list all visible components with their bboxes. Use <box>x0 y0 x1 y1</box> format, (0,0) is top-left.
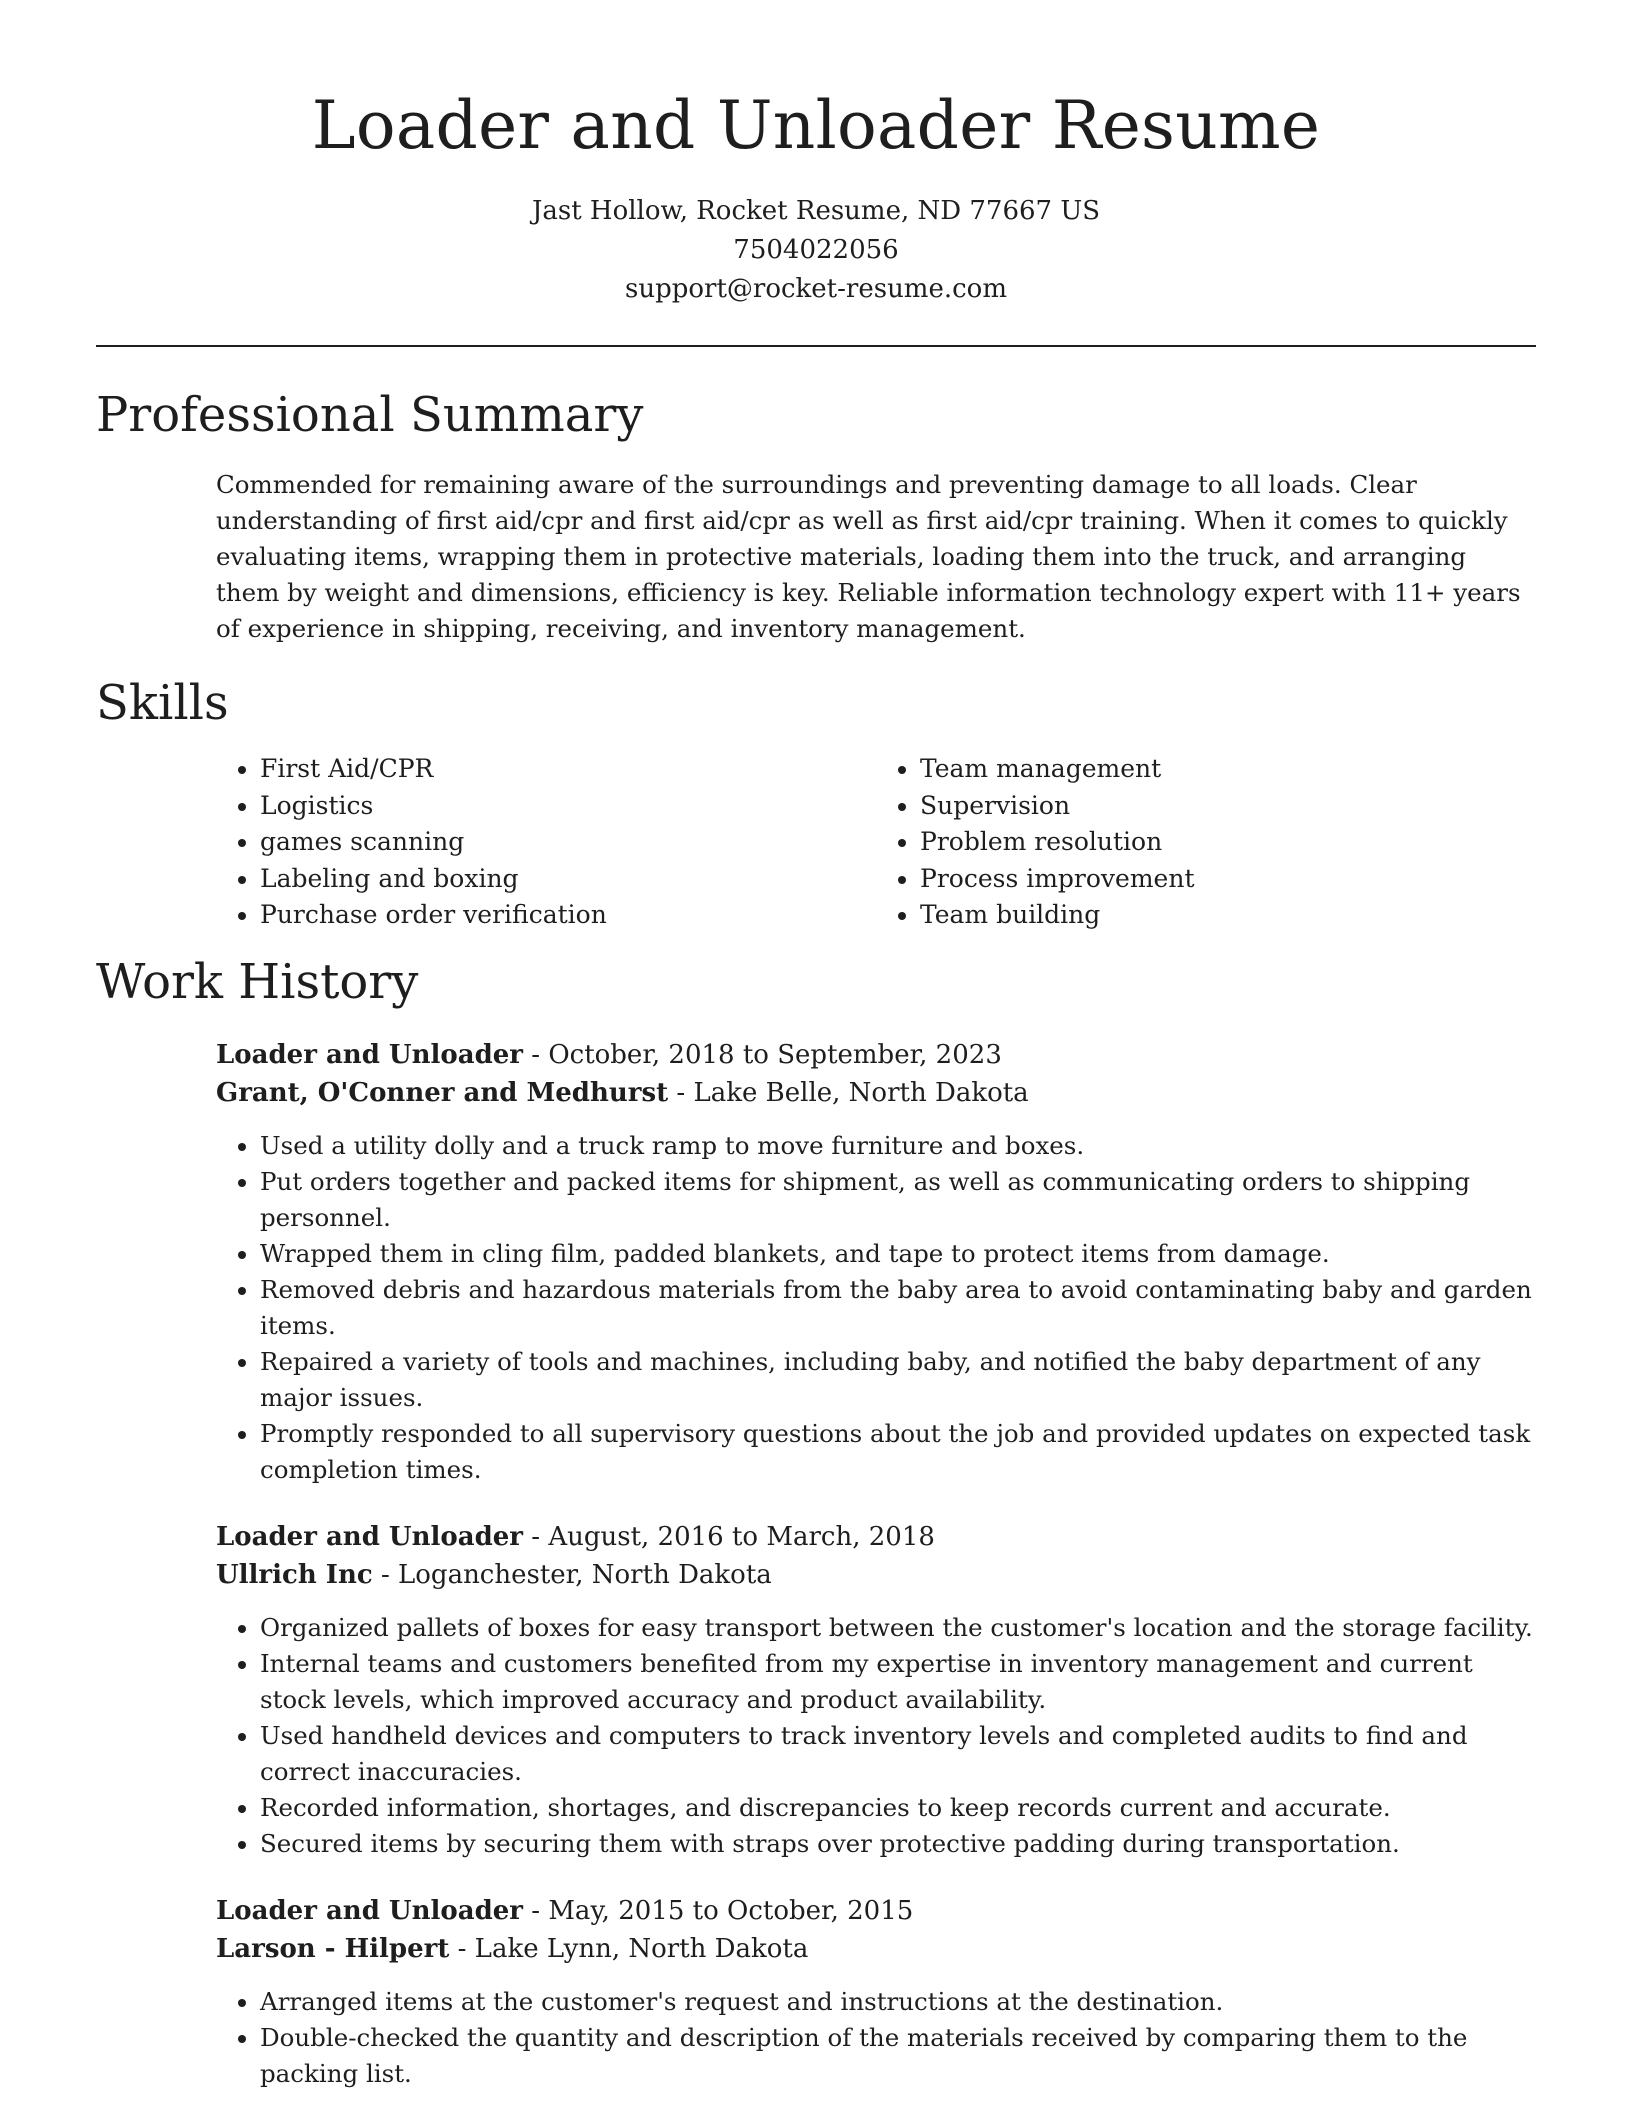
job-dates: - August, 2016 to March, 2018 <box>523 1521 935 1552</box>
job-title: Loader and Unloader <box>216 1039 523 1070</box>
contact-phone: 7504022056 <box>733 235 899 265</box>
job-bullet: • Used handheld devices and computers to track inventory levels and completed audits to find and correct inaccuracies. <box>260 1718 1536 1790</box>
job-location: - Lake Lynn, North Dakota <box>449 1933 809 1964</box>
skills-column-left <box>216 751 876 934</box>
summary-text: Commended for remaining aware of the surroundings and preventing damage to all loads. Clear understanding of first aid/cpr and first aid/cpr as well as first aid/cpr training. When it comes to quickly evaluating items, wrapping them in protective materials, loading them into the truck, and arranging them by weight and dimensions, efficiency is key. Reliable information technology expert with 11+ years of experience in shipping, receiving, and inventory management. <box>216 470 1521 643</box>
job-title-line <box>216 1892 1536 1930</box>
job-bullet: • Organized pallets of boxes for easy transport between the customer's location and the storage facility. <box>260 1610 1536 1646</box>
job-employer-line <box>216 1930 1536 1968</box>
resume-title: Loader and Unloader Resume <box>311 87 1321 164</box>
job-entry <box>216 1036 1536 1488</box>
job-bullet: • Double-checked the quantity and description of the materials received by comparing them to the packing list. <box>260 2020 1536 2092</box>
job-dates: - October, 2018 to September, 2023 <box>523 1039 1002 1070</box>
job-bullet: • Internal teams and customers benefited from my expertise in inventory management and current stock levels, which improved accuracy and product availability. <box>260 1646 1536 1718</box>
section-heading-summary: Professional Summary <box>96 387 644 443</box>
job-bullet: • Recorded information, shortages, and discrepancies to keep records current and accurate. <box>260 1790 1536 1826</box>
job-bullet: • Promptly responded to all supervisory questions about the job and provided updates on expected task completion times. <box>260 1416 1536 1488</box>
job-location: - Lake Belle, North Dakota <box>668 1077 1029 1108</box>
job-company: Larson - Hilpert <box>216 1933 450 1964</box>
skill-item: • Process improvement <box>920 861 1536 898</box>
job-bullet: • Put orders together and packed items for shipment, as well as communicating orders to shipping personnel. <box>260 1164 1536 1236</box>
job-company: Ullrich Inc <box>216 1559 373 1590</box>
skill-item: • Purchase order verification <box>260 897 876 934</box>
job-bullet-list <box>216 1610 1536 1862</box>
header-divider <box>96 345 1536 347</box>
job-company: Grant, O'Conner and Medhurst <box>216 1077 669 1108</box>
skill-item: • Problem resolution <box>920 824 1536 861</box>
job-title-line <box>216 1036 1536 1074</box>
job-entry <box>216 1892 1536 2092</box>
job-bullet: • Wrapped them in cling film, padded blankets, and tape to protect items from damage. <box>260 1236 1536 1272</box>
skill-item: • Labeling and boxing <box>260 861 876 898</box>
job-bullet-list <box>216 1984 1536 2092</box>
contact-email: support@rocket-resume.com <box>624 274 1007 304</box>
job-dates: - May, 2015 to October, 2015 <box>523 1895 914 1926</box>
skill-item: • games scanning <box>260 824 876 861</box>
contact-address: Jast Hollow, Rocket Resume, ND 77667 US <box>531 196 1101 226</box>
job-bullet: • Secured items by securing them with straps over protective padding during transportation. <box>260 1826 1536 1862</box>
skill-item: • Team building <box>920 897 1536 934</box>
job-bullet: • Removed debris and hazardous materials from the baby area to avoid contaminating baby and garden items. <box>260 1272 1536 1344</box>
resume-page <box>96 0 1536 2092</box>
section-heading-skills: Skills <box>96 675 229 731</box>
job-bullet-list <box>216 1128 1536 1488</box>
skill-item: • Logistics <box>260 788 876 825</box>
job-bullet: • Used a utility dolly and a truck ramp to move furniture and boxes. <box>260 1128 1536 1164</box>
job-title-line <box>216 1518 1536 1556</box>
contact-block <box>96 192 1536 309</box>
job-title: Loader and Unloader <box>216 1521 523 1552</box>
job-entry <box>216 1518 1536 1862</box>
skill-item: • First Aid/CPR <box>260 751 876 788</box>
section-heading-work-history: Work History <box>96 953 419 1010</box>
skill-item: • Team management <box>920 751 1536 788</box>
job-location: - Loganchester, North Dakota <box>372 1559 772 1590</box>
skill-item: • Supervision <box>920 788 1536 825</box>
job-bullet: • Arranged items at the customer's request and instructions at the destination. <box>260 1984 1536 2020</box>
job-employer-line <box>216 1556 1536 1594</box>
job-employer-line <box>216 1074 1536 1112</box>
job-title: Loader and Unloader <box>216 1895 523 1926</box>
job-bullet: • Repaired a variety of tools and machines, including baby, and notified the baby department of any major issues. <box>260 1344 1536 1416</box>
skills-column-right <box>876 751 1536 934</box>
skills-list <box>216 751 1536 934</box>
